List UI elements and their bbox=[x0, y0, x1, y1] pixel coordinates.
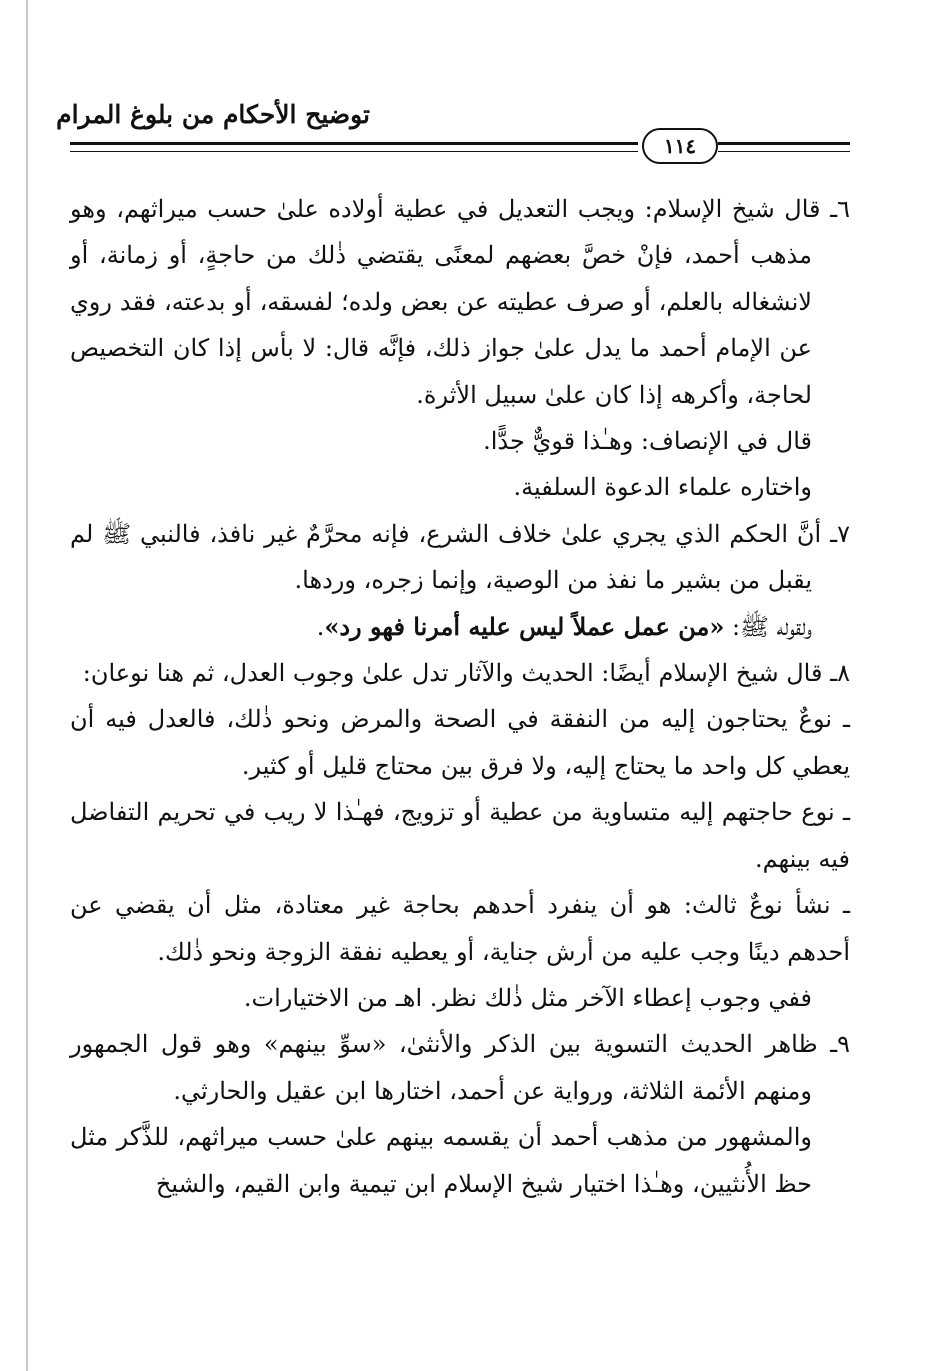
hadith-quote: «من عمل عملاً ليس عليه أمرنا فهو رد» bbox=[324, 611, 725, 641]
paragraph-9: ٩ـ ظاهر الحديث التسوية بين الذكر والأنثىٰ، «سوِّ بينهم» وهو قول الجمهور ومنهم الأئمة الثلاثة، ورواية عن أحمد، اختارها ابن عقيل والحارثي. bbox=[70, 1030, 850, 1105]
header-rule-right bbox=[718, 142, 850, 152]
paragraph-8-kind-2: ـ نوع حاجتهم إليه متساوية من عطية أو تزويج، فهـٰذا لا ريب في تحريم التفاضل فيه بينهم. bbox=[70, 798, 850, 873]
hadith-end: . bbox=[316, 612, 325, 641]
page-header bbox=[56, 96, 850, 166]
hadith-intro: ولقوله ﷺ: bbox=[724, 612, 812, 641]
paragraph-7-hadith bbox=[70, 604, 850, 650]
header-rule-left bbox=[70, 142, 638, 152]
page-body bbox=[70, 186, 850, 1207]
page-number: ١١٤ bbox=[642, 128, 718, 164]
paragraph-9-mashhur: والمشهور من مذهب أحمد أن يقسمه بينهم علىٰ حسب ميراثهم، للذَّكر مثل حظ الأُنثيين، وهـٰذا اختيار شيخ الإسلام ابن تيمية وابن القيم، والشيخ bbox=[70, 1123, 812, 1198]
paragraph-6-salafi: واختاره علماء الدعوة السلفية. bbox=[513, 473, 812, 502]
paragraph-8: ٨ـ قال شيخ الإسلام أيضًا: الحديث والآثار تدل علىٰ وجوب العدل، ثم هنا نوعان: bbox=[82, 659, 850, 688]
paragraph-6: ٦ـ قال شيخ الإسلام: ويجب التعديل في عطية أولاده علىٰ حسب ميراثهم، وهو مذهب أحمد، فإنْ خصَّ بعضهم لمعنًى يقتضي ذٰلك من حاجةٍ، أو زمانة، أو لانشغاله بالعلم، أو صرف عطيته عن بعض ولده؛ لفسقه، أو بدعته، فقد روي عن الإمام أحمد ما يدل علىٰ جواز ذلك، فإنَّه قال: لا بأس إذا كان التخصيص لحاجة، وأكرهه إذا كان علىٰ سبيل الأثرة. bbox=[70, 195, 850, 409]
paragraph-7: ٧ـ أنَّ الحكم الذي يجري علىٰ خلاف الشرع، فإنه محرَّمٌ غير نافذ، فالنبي ﷺ لم يقبل من بشير ما نفذ من الوصية، وإنما زجره، وردها. bbox=[70, 519, 850, 595]
running-title: توضيح الأحكام من بلوغ المرام bbox=[56, 100, 370, 129]
paragraph-8-kind-3: ـ نشأ نوعٌ ثالث: هو أن ينفرد أحدهم بحاجة غير معتادة، مثل أن يقضي عن أحدهم دينًا وجب عليه من أرش جناية، أو يعطيه نفقة الزوجة ونحو ذٰلك. bbox=[70, 891, 850, 966]
paragraph-6-insaf: قال في الإنصاف: وهـٰذا قويٌّ جدًّا. bbox=[483, 427, 812, 456]
paragraph-8-kind-1: ـ نوعٌ يحتاجون إليه من النفقة في الصحة والمرض ونحو ذٰلك، فالعدل فيه أن يعطي كل واحد ما يحتاج إليه، ولا فرق بين محتاج قليل أو كثير. bbox=[70, 705, 851, 780]
page-edge-shadow bbox=[26, 0, 28, 1371]
paragraph-8-conclusion: ففي وجوب إعطاء الآخر مثل ذٰلك نظر. اهـ من الاختيارات. bbox=[243, 983, 812, 1012]
